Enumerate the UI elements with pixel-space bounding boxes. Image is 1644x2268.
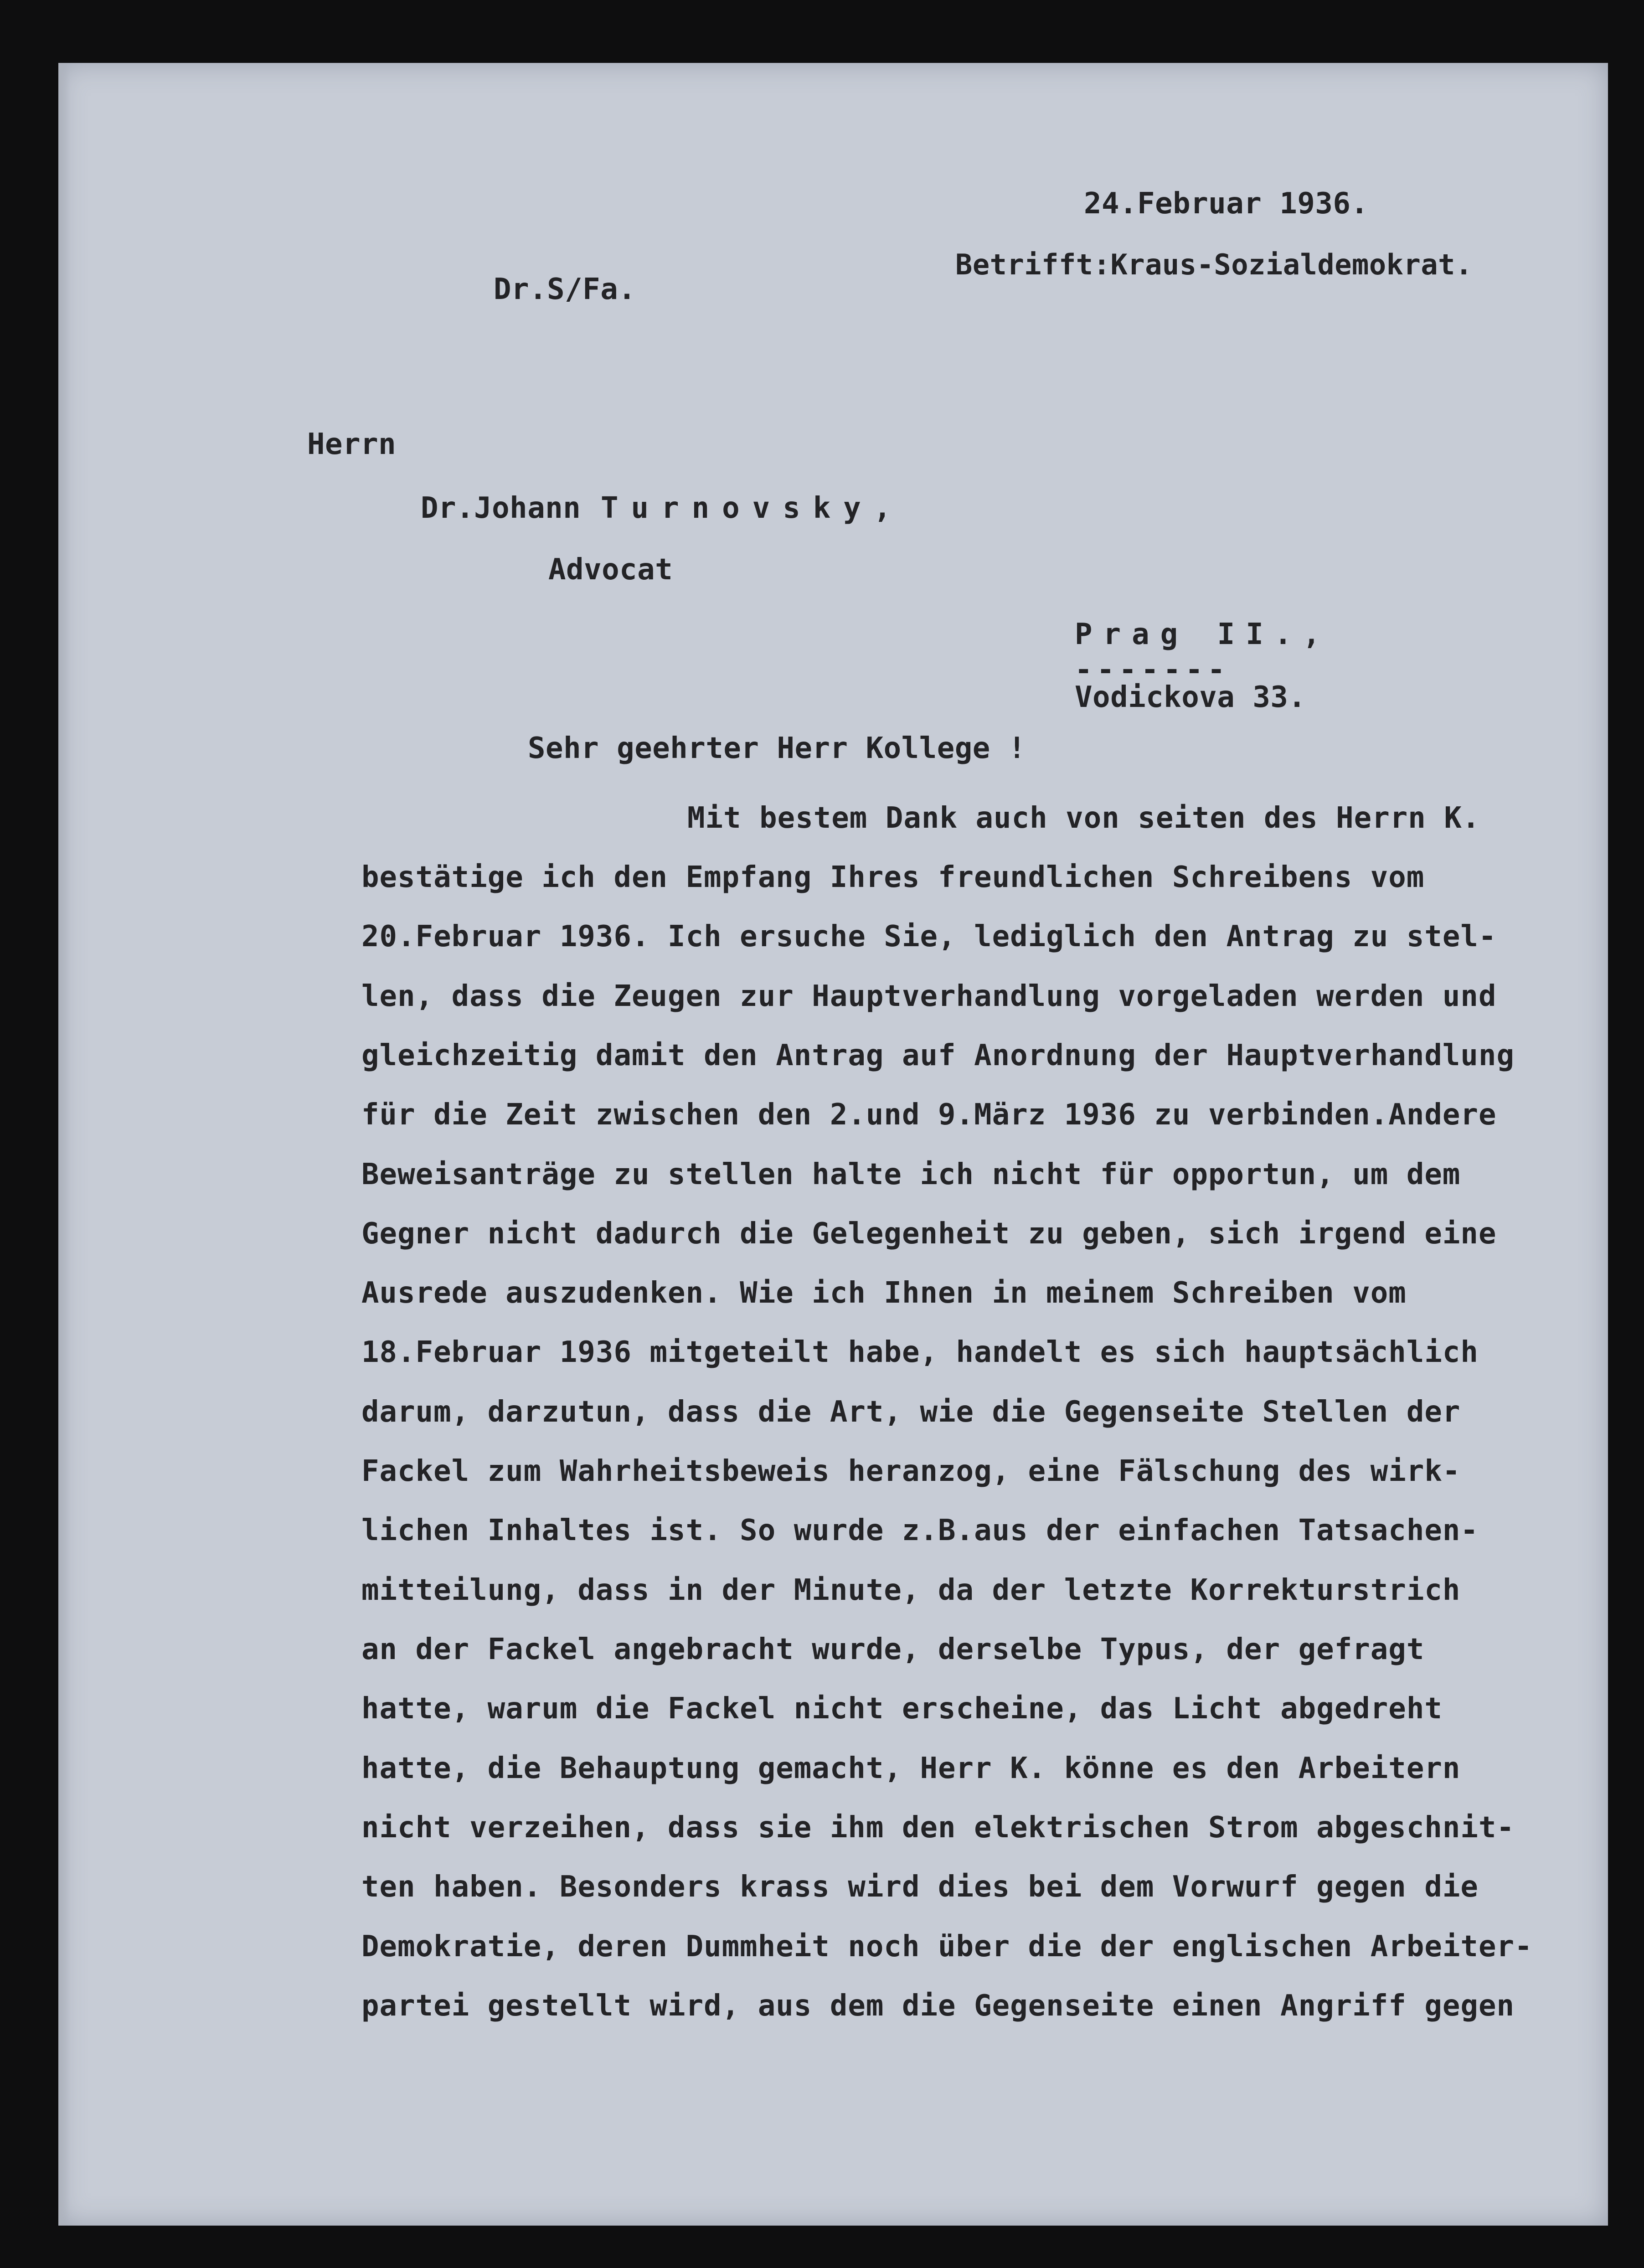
body-line: darum, darzutun, dass die Art, wie die Gegenseite Stellen der	[361, 1395, 1461, 1429]
recipient-surname: Turnovsky,	[601, 491, 904, 525]
body-line: Mit bestem Dank auch von seiten des Herrn K.	[687, 801, 1480, 835]
recipient-street: Vodickova 33.	[1075, 680, 1306, 714]
recipient-title: Advocat	[548, 553, 673, 587]
recipient-name-prefix: Dr.Johann	[421, 491, 581, 525]
body-line: nicht verzeihen, dass sie ihm den elektrischen Strom abgeschnit-	[361, 1811, 1515, 1845]
letter-greeting: Sehr geehrter Herr Kollege !	[528, 732, 1026, 765]
body-line: Demokratie, deren Dummheit noch über die der englischen Arbeiter-	[361, 1930, 1533, 1964]
body-line: hatte, die Behauptung gemacht, Herr K. könne es den Arbeitern	[361, 1752, 1461, 1785]
body-line: Fackel zum Wahrheitsbeweis heranzog, eine Fälschung des wirk-	[361, 1454, 1461, 1488]
body-line: bestätige ich den Empfang Ihres freundlichen Schreibens vom	[361, 861, 1425, 894]
city-underline: -------	[1075, 653, 1230, 687]
letter-page	[58, 63, 1608, 2226]
body-line: gleichzeitig damit den Antrag auf Anordnung der Hauptverhandlung	[361, 1039, 1515, 1072]
body-line: hatte, warum die Fackel nicht erscheine, das Licht abgedreht	[361, 1692, 1443, 1726]
body-line: Beweisanträge zu stellen halte ich nicht für opportun, um dem	[361, 1158, 1461, 1191]
recipient-city: Prag II.,	[1075, 618, 1331, 651]
body-line: 20.Februar 1936. Ich ersuche Sie, lediglich den Antrag zu stel-	[361, 920, 1497, 954]
letter-subject: Betrifft:Kraus-Sozialdemokrat.	[955, 248, 1473, 281]
body-line: Gegner nicht dadurch die Gelegenheit zu geben, sich irgend eine	[361, 1217, 1497, 1251]
body-line: ten haben. Besonders krass wird dies bei dem Vorwurf gegen die	[361, 1870, 1479, 1904]
body-line: 18.Februar 1936 mitgeteilt habe, handelt es sich hauptsächlich	[361, 1335, 1479, 1369]
letter-reference: Dr.S/Fa.	[494, 273, 636, 306]
body-line: für die Zeit zwischen den 2.und 9.März 1936 zu verbinden.Andere	[361, 1098, 1497, 1132]
letter-date: 24.Februar 1936.	[1084, 187, 1369, 221]
body-line: mitteilung, dass in der Minute, da der letzte Korrekturstrich	[361, 1573, 1461, 1607]
body-line: len, dass die Zeugen zur Hauptverhandlung vorgeladen werden und	[361, 979, 1497, 1013]
body-line: partei gestellt wird, aus dem die Gegenseite einen Angriff gegen	[361, 1989, 1515, 2023]
body-line: Ausrede auszudenken. Wie ich Ihnen in meinem Schreiben vom	[361, 1276, 1407, 1310]
recipient-salutation: Herrn	[307, 428, 397, 461]
body-line: an der Fackel angebracht wurde, derselbe Typus, der gefragt	[361, 1633, 1425, 1666]
body-line: lichen Inhaltes ist. So wurde z.B.aus der einfachen Tatsachen-	[361, 1514, 1479, 1547]
